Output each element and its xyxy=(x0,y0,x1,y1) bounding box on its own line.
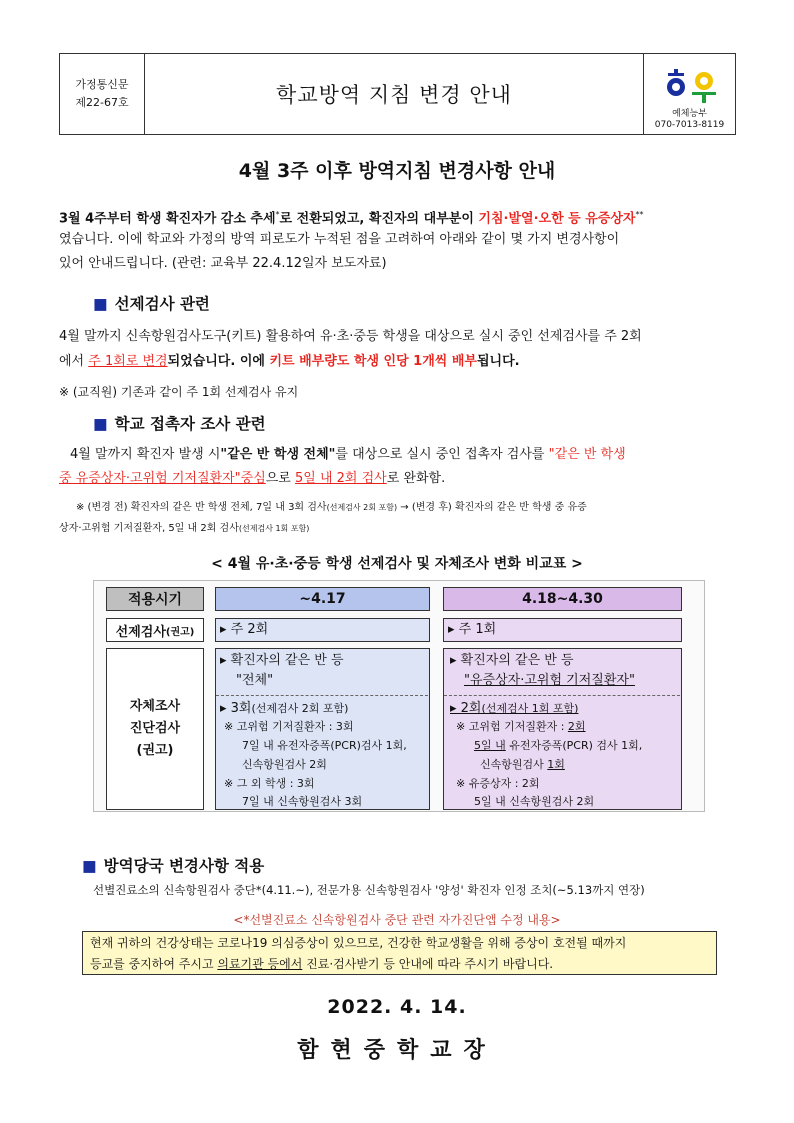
pre-test-label-suffix: (권고) xyxy=(165,626,195,638)
before-count xyxy=(220,699,348,718)
after-d3-b: 1회 xyxy=(547,758,565,771)
before-detail-3: 신속항원검사 2회 xyxy=(242,758,327,771)
section3-line: 선별진료소의 신속항원검사 중단*(4.11.~), 전문가용 신속항원검사 '양성' 확진자 인정 조치(~5.13까지 연장) xyxy=(93,883,645,897)
notice-title: <*선별진료소 신속항원검사 중단 관련 자가진단앱 수정 내용> xyxy=(233,913,561,927)
section-title: 선제검사 관련 xyxy=(114,295,210,313)
s1-l2-e: 됩니다. xyxy=(476,354,520,369)
before-detail-1: ※ 고위험 기저질환자 : 3회 xyxy=(224,720,354,733)
s2-l1-a: 4월 말까지 확진자 발생 시 xyxy=(70,447,221,462)
after-detail-1 xyxy=(456,717,586,737)
s1-l2-c: 되었습니다. 이에 xyxy=(167,354,270,369)
logo-glyph-2 xyxy=(692,72,716,103)
before-pre-test-value: ▸ 주 2회 xyxy=(220,622,269,637)
notice-l2-a: 등교를 중지하여 주시고 xyxy=(90,957,218,971)
comparison-title: < 4월 유·초·중등 학생 선제검사 및 자체조사 변화 비교표 > xyxy=(211,556,583,572)
s2-l1-d: "같은 반 학생 xyxy=(548,447,626,462)
after-pre-test-cell xyxy=(443,618,682,642)
notice-l2-b: 의료기관 등에서 xyxy=(217,957,303,971)
after-detail-5: 5일 내 신속항원검사 2회 xyxy=(474,795,595,808)
section1-line-1: 4월 말까지 신속항원검사도구(키트) 활용하여 유·초·중등 학생을 대상으로 실시 중인 선제검사를 주 2회 xyxy=(59,329,642,344)
s2-n1-c: → (변경 후) 확진자의 같은 반 학생 중 유증 xyxy=(397,502,587,513)
after-d1-b: 2회 xyxy=(567,720,586,733)
before-header-cell: ~4.17 xyxy=(215,587,430,611)
after-target-2: "유증상자·고위험 기저질환자" xyxy=(464,673,635,688)
self-test-label-2: 진단검사 xyxy=(129,721,181,736)
section-bullet: ■ xyxy=(93,295,108,313)
after-count-b: (선제검사 1회 포함) xyxy=(481,702,579,715)
intro-s1: 3월 4주부터 학생 확진자가 감소 추세 xyxy=(59,211,276,227)
section-bullet: ■ xyxy=(93,415,108,433)
before-detail-5: 7일 내 신속항원검사 3회 xyxy=(242,795,363,808)
section2-note-line-2 xyxy=(59,518,749,539)
intro-mark-1: * xyxy=(275,210,280,219)
section-bullet: ■ xyxy=(82,857,97,875)
section1-line-2 xyxy=(59,350,749,374)
header-title: 학교방역 지침 변경 안내 xyxy=(276,83,512,107)
doc-label: 가정통신문 xyxy=(75,78,129,91)
before-target-2: "전체" xyxy=(236,673,274,688)
s2-n1-a: ※ (변경 전) 확진자의 같은 반 학생 전체, 7일 내 3회 검사 xyxy=(76,502,327,513)
org-cell xyxy=(643,54,735,134)
school-principal: 함현중학교장 xyxy=(297,1038,497,1063)
after-d1-a: ※ 고위험 기저질환자 : xyxy=(456,720,568,733)
s2-l1-c: 를 대상으로 실시 중인 접촉자 검사를 xyxy=(335,447,549,462)
intro-line-2: 였습니다. 이에 학교와 가정의 방역 피로도가 누적된 점을 고려하여 아래와 같이 몇 가지 변경사항이 xyxy=(59,232,620,247)
before-detail-2: 7일 내 유전자증폭(PCR)검사 1회, xyxy=(242,739,407,752)
section2-note-line-1 xyxy=(76,497,756,518)
letter-header xyxy=(59,53,736,135)
section-title: 학교 접촉자 조사 관련 xyxy=(114,415,266,433)
after-target-1: ▸ 확진자의 같은 반 등 xyxy=(450,653,574,668)
after-detail-4: ※ 유증상자 : 2회 xyxy=(456,777,540,790)
org-phone: 070-7013-8119 xyxy=(654,120,725,130)
section-title: 방역당국 변경사항 적용 xyxy=(103,857,265,875)
s2-l2-a: 중 유증상자·고위험 기저질환자"중심 xyxy=(59,471,266,486)
period-label-cell: 적용시기 xyxy=(106,587,204,611)
section2-line-1 xyxy=(70,443,760,467)
intro-line-3: 있어 안내드립니다. (관련: 교육부 22.4.12일자 보도자료) xyxy=(59,256,387,271)
after-count xyxy=(450,699,578,718)
pre-test-label: 선제검사 xyxy=(115,624,166,640)
before-self-test-cell xyxy=(215,648,430,810)
s1-l2-b: 주 1회로 변경 xyxy=(88,354,168,369)
cell-divider xyxy=(444,695,680,696)
before-detail-4: ※ 그 외 학생 : 3회 xyxy=(224,777,315,790)
org-name: 예체능부 xyxy=(672,109,707,119)
main-title: 4월 3주 이후 방역지침 변경사항 안내 xyxy=(238,160,556,182)
doc-number: 제22-67호 xyxy=(75,96,129,109)
cell-divider xyxy=(216,695,428,696)
after-detail-2 xyxy=(474,736,642,756)
section1-note: ※ (교직원) 기존과 같이 주 1회 선제검사 유지 xyxy=(59,385,299,399)
s1-l2-a: 에서 xyxy=(59,354,89,369)
after-pre-test-value: ▸ 주 1회 xyxy=(448,622,497,637)
s2-l2-c: 5일 내 2회 검사 xyxy=(295,471,387,486)
comparison-table xyxy=(93,580,705,812)
before-count-a: ▸ 3회 xyxy=(220,701,252,716)
section-authority-heading xyxy=(82,854,264,876)
logo-glyph-1 xyxy=(667,69,685,96)
intro-s2: 로 전환되었고, 확진자의 대부분이 xyxy=(279,211,479,227)
s1-l2-d: 키트 배부량도 학생 인당 1개씩 배부 xyxy=(269,354,477,369)
after-self-test-cell xyxy=(443,648,682,810)
notice-l2-c: 진료·검사받기 등 안내에 따라 주시기 바랍니다. xyxy=(302,957,554,971)
before-target-1: ▸ 확진자의 같은 반 등 xyxy=(220,653,344,668)
issue-date: 2022. 4. 14. xyxy=(327,996,467,1018)
doc-number-cell xyxy=(60,54,145,134)
notice-line-1: 현재 귀하의 건강상태는 코로나19 의심증상이 있으므로, 건강한 학교생활을 위해 증상이 호전될 때까지 xyxy=(90,936,627,950)
before-count-b: (선제검사 2회 포함) xyxy=(251,702,349,715)
pre-test-label-cell xyxy=(106,618,204,642)
self-test-label-cell xyxy=(106,648,204,810)
section-contact-heading xyxy=(93,412,266,434)
s2-l2-d: 로 완화함. xyxy=(386,471,446,486)
s2-n2-a: 상자·고위험 기저질환자, 5일 내 2회 검사 xyxy=(59,523,239,534)
self-test-label-3: (권고) xyxy=(136,743,174,758)
section-pre-test-heading xyxy=(93,292,210,314)
s2-l2-b: 으로 xyxy=(265,471,295,486)
notice-line-2 xyxy=(90,954,716,975)
intro-mark-2: ** xyxy=(635,210,644,219)
before-pre-test-cell xyxy=(215,618,430,642)
after-d3-a: 신속항원검사 xyxy=(480,758,548,771)
s2-n2-b: (선제검사 1회 포함) xyxy=(238,524,310,533)
after-d2-a: 5일 내 xyxy=(474,739,506,752)
s2-n1-b: (선제검사 2회 포함) xyxy=(326,503,398,512)
after-count-a: ▸ 2회 xyxy=(450,701,482,716)
after-d2-b: 유전자증폭(PCR) 검사 1회, xyxy=(505,739,643,752)
intro-s3: 기침·발열·오한 등 유증상자 xyxy=(478,211,636,227)
school-logo-icon xyxy=(660,67,720,105)
self-test-label-1: 자체조사 xyxy=(129,699,181,714)
notice-box xyxy=(82,931,717,975)
after-detail-3 xyxy=(480,755,565,775)
section2-line-2 xyxy=(59,467,749,491)
s2-l1-b: "같은 반 학생 전체" xyxy=(220,447,336,462)
after-header-cell: 4.18~4.30 xyxy=(443,587,682,611)
